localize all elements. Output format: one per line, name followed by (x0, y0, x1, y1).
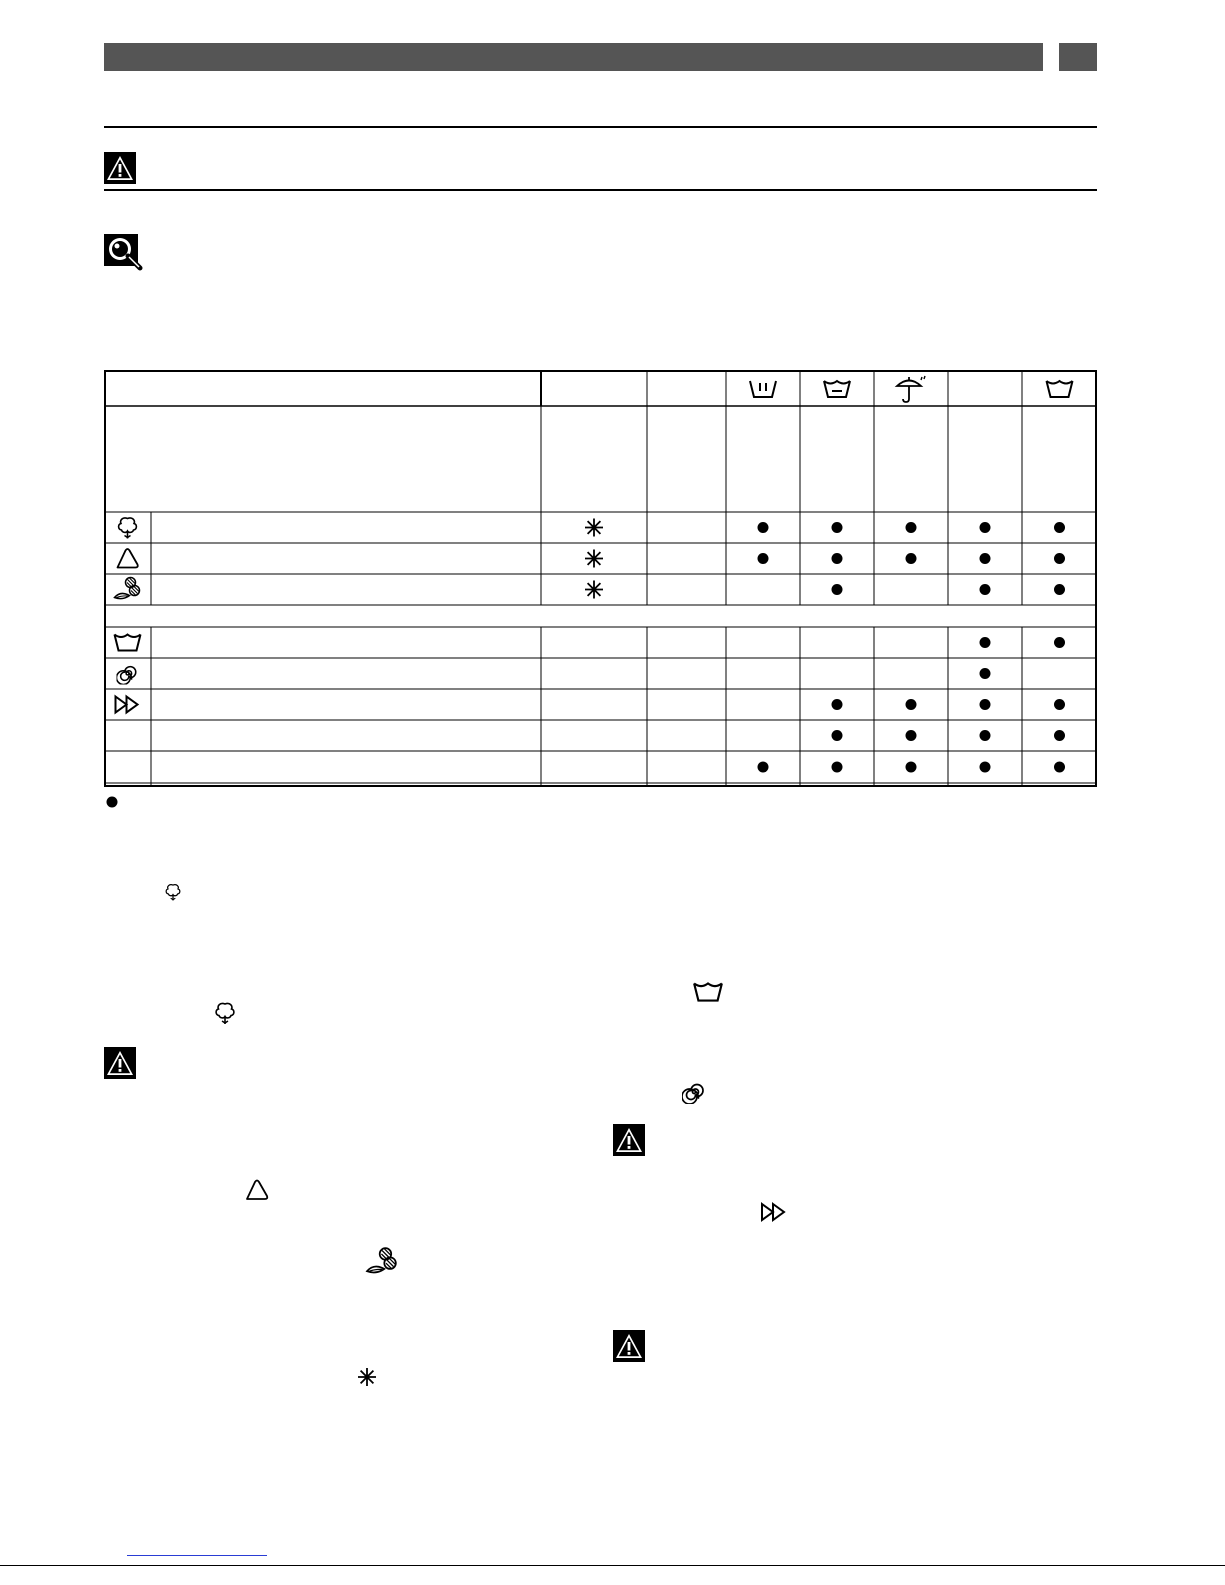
table-dot-mark (832, 730, 843, 741)
table-dot-mark (1054, 522, 1065, 533)
wash-tub-icon (1047, 381, 1073, 397)
wash-tub-icon (692, 980, 724, 1004)
wash-tub-icon (115, 635, 141, 651)
table-dot-mark (980, 699, 991, 710)
options-table-grid (104, 370, 1097, 787)
table-dot-mark (980, 553, 991, 564)
cold-asterisk-icon (585, 550, 603, 568)
wool-yarn-icon (115, 578, 140, 599)
warning-rule (104, 189, 1097, 191)
table-dot-mark (980, 668, 991, 679)
table-dot-mark (1054, 699, 1065, 710)
header-bar (104, 43, 1043, 71)
stain-tub-icon (824, 381, 850, 397)
wool-yarn-icon (364, 1247, 400, 1277)
footer-rule (0, 1565, 1225, 1566)
table-dot-mark (1054, 730, 1065, 741)
spin-spiral-icon (682, 1080, 706, 1104)
table-dot-mark (832, 522, 843, 533)
table-dot-mark (980, 730, 991, 741)
table-dot-mark (906, 762, 917, 773)
table-dot-mark (832, 699, 843, 710)
table-dot-mark (906, 699, 917, 710)
table-dot-mark (758, 553, 769, 564)
table-dot-mark (906, 522, 917, 533)
table-dot-mark (758, 522, 769, 533)
table-dot-mark (1054, 637, 1065, 648)
options-table (104, 370, 1097, 787)
table-dot-mark (832, 553, 843, 564)
table-dot-mark (980, 762, 991, 773)
table-dot-mark (832, 584, 843, 595)
table-dot-mark (1054, 584, 1065, 595)
table-dot-mark (980, 522, 991, 533)
cotton-flower-icon (119, 518, 137, 539)
soak-umbrella-icon (897, 376, 925, 402)
table-dot-mark (832, 762, 843, 773)
table-dot-mark (758, 762, 769, 773)
top-rule (104, 126, 1097, 128)
cold-asterisk-icon (357, 1367, 377, 1387)
prewash-tub-icon (750, 381, 776, 397)
warning-triangle-icon (613, 1124, 645, 1156)
synthetics-triangle-icon (244, 1177, 270, 1203)
table-dot-mark (906, 730, 917, 741)
cotton-flower-icon (212, 1000, 238, 1026)
footer-link-underline[interactable] (127, 1555, 267, 1556)
cold-asterisk-icon (585, 581, 603, 599)
table-dot-mark (906, 553, 917, 564)
table-border (105, 371, 1096, 786)
table-dot-mark (980, 584, 991, 595)
table-dot-mark (1054, 762, 1065, 773)
cotton-flower-icon (163, 882, 183, 902)
cold-asterisk-icon (585, 519, 603, 537)
fast-forward-icon (116, 697, 138, 713)
warning-triangle-icon (104, 152, 136, 184)
warning-triangle-icon (104, 1047, 136, 1079)
spin-spiral-icon (117, 667, 136, 685)
table-dot-mark (1054, 553, 1065, 564)
warning-triangle-icon (613, 1330, 645, 1362)
synthetics-triangle-icon (118, 549, 138, 568)
magnifier-icon (104, 234, 144, 274)
page-number-box (1059, 43, 1097, 71)
table-dot-mark (980, 637, 991, 648)
legend-bullet-icon (105, 795, 119, 809)
fast-forward-icon (759, 1201, 789, 1223)
